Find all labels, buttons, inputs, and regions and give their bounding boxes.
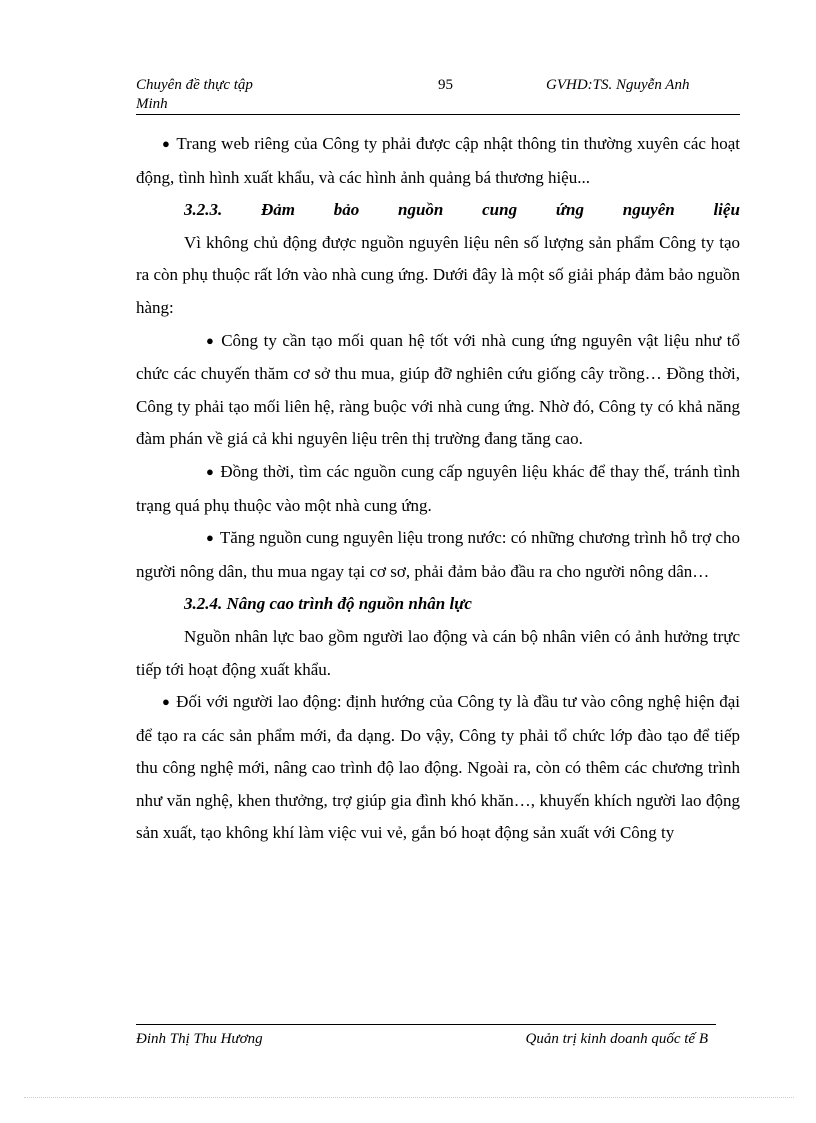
heading-word: nguyên (622, 200, 675, 220)
header-advisor: GVHD:TS. Nguyễn Anh (546, 77, 690, 93)
bullet-icon: ● (206, 463, 215, 479)
bullet-paragraph-supplier-relations (136, 325, 740, 456)
bullet-paragraph-website (136, 128, 740, 194)
page-body (136, 128, 740, 850)
paragraph-human-resources-intro: Nguồn nhân lực bao gồm người lao động và cán bộ nhân viên có ảnh hưởng trực tiếp tới hoạt động xuất khẩu. (136, 626, 740, 679)
paragraph-text: Đối với người lao động: định hướng của Công ty là đầu tư vào công nghệ hiện đại để tạo ra các sản phẩm mới, đa dạng. Do vậy, Công ty phải tổ chức lớp đào tạo để tiếp thu công nghệ mới, nâng cao trình độ lao động. Ngoài ra, còn có thêm các chương trình như văn nghệ, khen thưởng, trợ giúp gia đình khó khăn…, khuyến khích người lao động sản xuất, tạo không khí làm việc vui vẻ, gắn bó hoạt động sản xuất với Công ty (136, 692, 740, 843)
footer-divider (136, 1024, 716, 1025)
section-heading-3-2-4: 3.2.4. Nâng cao trình độ nguồn nhân lực (184, 594, 472, 614)
heading-word: cung (482, 200, 518, 220)
paragraph-text: Đồng thời, tìm các nguồn cung cấp nguyên liệu khác để thay thế, tránh tình trạng quá phụ thuộc vào một nhà cung ứng. (136, 461, 740, 515)
paragraph-text: Công ty cần tạo mối quan hệ tốt với nhà cung ứng nguyên vật liệu như tổ chức các chuyến thăm cơ sở thu mua, giúp đỡ nghiên cứu giống cây trồng… Đồng thời, Công ty phải tạo mối liên hệ, ràng buộc với nhà cung ứng. Nhờ đó, Công ty có khả năng đàm phán về giá cả khi nguyên liệu trên thị trường đang tăng cao. (136, 330, 740, 449)
bullet-paragraph-alternative-sources (136, 456, 740, 522)
paragraph-supply-intro: Vì không chủ động được nguồn nguyên liệu nên số lượng sản phẩm Công ty tạo ra còn phụ thuộc rất lớn vào nhà cung ứng. Dưới đây là một số giải pháp đảm bảo nguồn hàng: (136, 232, 740, 317)
bullet-paragraph-domestic-supply (136, 522, 740, 588)
bullet-paragraph-workers (136, 686, 740, 850)
section-heading-3-2-3 (136, 194, 740, 227)
page-header (136, 76, 740, 114)
heading-word: Đảm (261, 200, 295, 220)
footer-department: Quản trị kinh doanh quốc tế B (525, 1031, 708, 1047)
heading-word: ứng (555, 200, 584, 220)
header-advisor-wrap: Minh (136, 96, 168, 112)
footer-author: Đinh Thị Thu Hương (136, 1031, 263, 1047)
heading-word: liệu (713, 200, 740, 220)
page-number: 95 (438, 77, 453, 93)
heading-number: 3.2.3. (184, 200, 223, 220)
paragraph-text: Trang web riêng của Công ty phải được cập nhật thông tin thường xuyên các hoạt động, tình hình xuất khẩu, và các hình ảnh quảng bá thương hiệu... (136, 134, 740, 187)
bullet-icon: ● (206, 530, 214, 546)
header-divider (136, 114, 740, 115)
header-document-type: Chuyên đề thực tập (136, 77, 253, 93)
heading-word: nguồn (398, 200, 444, 220)
bullet-icon: ● (206, 332, 216, 348)
bullet-icon: ● (162, 694, 171, 710)
bullet-icon: ● (162, 136, 171, 151)
heading-word: bảo (333, 200, 360, 220)
paragraph-text: Tăng nguồn cung nguyên liệu trong nước: có những chương trình hỗ trợ cho người nông dân, thu mua ngay tại cơ sơ, phải đảm bảo đầu ra cho người nông dân… (136, 528, 740, 581)
page-edge-divider (24, 1097, 794, 1098)
